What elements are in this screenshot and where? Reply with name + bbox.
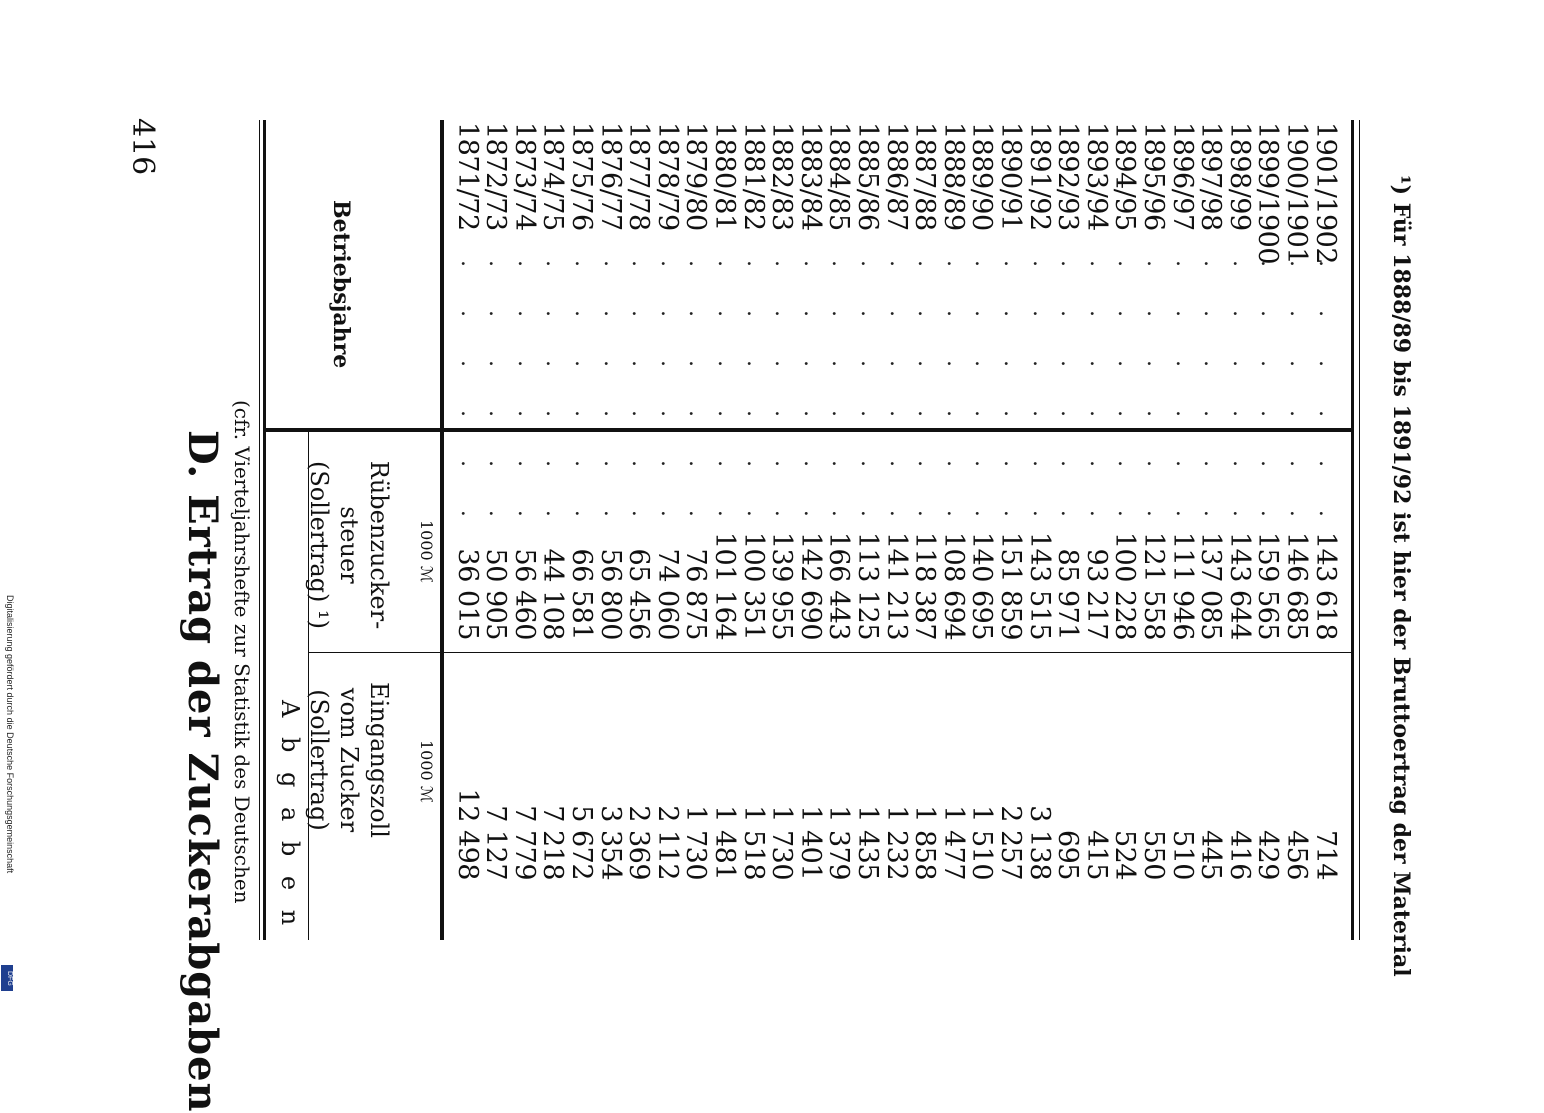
eingangszoll-cell: 456 <box>1281 829 1312 880</box>
eingangszoll-cell: 1 232 <box>880 805 912 880</box>
year-cell: 1874/75 <box>537 122 569 231</box>
year-cell: 1894/95 <box>1109 122 1141 231</box>
eingangszoll-cell: 445 <box>1195 829 1227 880</box>
leader-dots: . . . . . . <box>512 260 538 535</box>
ruebenzucker-cell: 85 971 <box>1052 548 1084 640</box>
leader-dots: . . . . . . <box>1084 260 1110 535</box>
ruebenzucker-cell: 159 565 <box>1252 531 1284 640</box>
eingangszoll-cell: 7 779 <box>508 805 540 880</box>
ruebenzucker-cell: 111 946 <box>1166 531 1198 640</box>
leader-dots: . . . . . . <box>1285 260 1310 535</box>
eingangszoll-cell: 1 481 <box>709 805 740 880</box>
eingangszoll-cell: 2 369 <box>623 805 655 880</box>
group-header-abgaben: A b g a b e n <box>276 700 304 932</box>
eingangszoll-cell: 714 <box>1309 829 1341 880</box>
year-cell: 1873/74 <box>508 122 540 231</box>
eingangszoll-cell: 5 672 <box>566 805 597 880</box>
dfg-logo: DFG <box>1 965 13 991</box>
year-cell: 1876/77 <box>594 122 626 231</box>
year-cell: 1901/1902 <box>1309 122 1341 265</box>
value-column-divider <box>309 652 1354 653</box>
year-cell: 1875/76 <box>566 122 597 231</box>
ruebenzucker-cell: 143 515 <box>1023 531 1055 640</box>
col-header-eingangszoll: Eingangszoll vom Zucker (Sollertrag) <box>305 682 393 838</box>
year-cell: 1900/1901 <box>1281 122 1312 265</box>
leader-dots: . . . . . . <box>770 260 796 535</box>
ruebenzucker-cell: 100 351 <box>737 531 769 640</box>
year-cell: 1877/78 <box>623 122 655 231</box>
ruebenzucker-cell: 108 694 <box>937 531 969 640</box>
leader-dots: . . . . . . <box>1113 260 1139 535</box>
leader-dots: . . . . . . <box>1056 260 1082 535</box>
ruebenzucker-cell: 44 108 <box>537 548 569 640</box>
eingangszoll-cell: 1 401 <box>794 805 826 880</box>
ruebenzucker-cell: 56 460 <box>508 548 540 640</box>
header-rule <box>440 120 444 940</box>
top-rule-thin <box>259 120 260 940</box>
ruebenzucker-cell: 146 685 <box>1281 531 1312 640</box>
col-header-years: Betriebsjahre <box>328 200 354 369</box>
ruebenzucker-cell: 121 558 <box>1138 531 1169 640</box>
ruebenzucker-cell: 137 085 <box>1195 531 1227 640</box>
eingangszoll-cell: 1 518 <box>737 805 769 880</box>
year-cell: 1896/97 <box>1166 122 1198 231</box>
leader-dots: . . . . . . <box>913 260 939 535</box>
leader-dots: . . . . . . <box>741 260 767 535</box>
leader-dots: . . . . . . <box>541 260 567 535</box>
year-cell: 1897/98 <box>1195 122 1227 231</box>
eingangszoll-cell: 7 218 <box>537 805 569 880</box>
ruebenzucker-cell: 141 213 <box>880 531 912 640</box>
ruebenzucker-cell: 56 800 <box>594 548 626 640</box>
year-cell: 1889/90 <box>966 122 998 231</box>
ruebenzucker-cell: 166 443 <box>823 531 855 640</box>
col-header-ruebenzucker: Rübenzucker- steuer (Sollertrag) ¹) <box>305 460 393 630</box>
ruebenzucker-cell: 118 387 <box>909 531 941 640</box>
leader-dots: . . . . . . <box>941 260 967 535</box>
leader-dots: . . . . . . <box>655 260 681 535</box>
leader-dots: . . . . . . <box>713 260 738 535</box>
year-cell: 1871/72 <box>451 122 483 231</box>
bottom-rule-thin <box>1359 120 1360 940</box>
side-credit-text: Digitalisierung gefördert durch die Deutsche Forschungsgemeinschaft <box>5 595 15 874</box>
unit-eingangszoll: 1000 ℳ <box>417 740 436 803</box>
eingangszoll-cell: 524 <box>1109 829 1141 880</box>
leader-dots: . . . . . . <box>856 260 881 535</box>
leader-dots: . . . . . . <box>1227 260 1253 535</box>
ruebenzucker-cell: 143 644 <box>1223 531 1255 640</box>
ruebenzucker-cell: 93 217 <box>1080 548 1112 640</box>
leader-dots: . . . . . . <box>1170 260 1196 535</box>
leader-dots: . . . . . . <box>1199 260 1225 535</box>
leader-dots: . . . . . . <box>570 260 595 535</box>
eingangszoll-cell: 416 <box>1223 829 1255 880</box>
year-cell: 1885/86 <box>852 122 883 231</box>
year-cell: 1881/82 <box>737 122 769 231</box>
leader-dots: . . . . . . <box>1142 260 1167 535</box>
year-cell: 1883/84 <box>794 122 826 231</box>
ruebenzucker-cell: 76 875 <box>680 548 712 640</box>
year-cell: 1882/83 <box>766 122 798 231</box>
eingangszoll-cell: 1 730 <box>680 805 712 880</box>
eingangszoll-cell: 1 477 <box>937 805 969 880</box>
table-subtitle: (cfr. Vierteljahrshefte zur Statistik des Deutschen <box>230 400 254 904</box>
leader-dots: . . . . . . <box>684 260 710 535</box>
eingangszoll-cell: 429 <box>1252 829 1284 880</box>
footnote: ¹) Für 1888/89 bis 1891/92 ist hier der Bruttoertrag der Material <box>1388 175 1414 977</box>
eingangszoll-cell: 415 <box>1080 829 1112 880</box>
ruebenzucker-cell: 36 015 <box>451 548 483 640</box>
leader-dots: . . . . . . <box>999 260 1024 535</box>
year-cell: 1890/91 <box>995 122 1026 231</box>
ruebenzucker-cell: 142 690 <box>794 531 826 640</box>
leader-dots: . . . . . . <box>970 260 996 535</box>
year-cell: 1895/96 <box>1138 122 1169 231</box>
ruebenzucker-cell: 151 859 <box>995 531 1026 640</box>
year-cell: 1892/93 <box>1052 122 1084 231</box>
leader-dots: . . . . . . <box>455 260 481 535</box>
eingangszoll-cell: 3 354 <box>594 805 626 880</box>
year-cell: 1899/1900 <box>1252 122 1284 265</box>
ruebenzucker-cell: 100 228 <box>1109 531 1141 640</box>
eingangszoll-cell: 695 <box>1052 829 1084 880</box>
leader-dots: . . . . . . <box>1313 260 1339 535</box>
eingangszoll-cell: 2 112 <box>651 805 683 880</box>
ruebenzucker-cell: 139 955 <box>766 531 798 640</box>
side-credit <box>0 595 15 1000</box>
leader-dots: . . . . . . <box>1256 260 1282 535</box>
ruebenzucker-cell: 65 456 <box>623 548 655 640</box>
eingangszoll-cell: 510 <box>1166 829 1198 880</box>
year-cell: 1886/87 <box>880 122 912 231</box>
eingangszoll-cell: 7 127 <box>480 805 512 880</box>
year-cell: 1893/94 <box>1080 122 1112 231</box>
eingangszoll-cell: 3 138 <box>1023 805 1055 880</box>
ruebenzucker-cell: 66 581 <box>566 548 597 640</box>
ruebenzucker-cell: 101 164 <box>709 531 740 640</box>
year-cell: 1898/99 <box>1223 122 1255 231</box>
leader-dots: . . . . . . <box>484 260 510 535</box>
table-title: D. Ertrag der Zuckerabgaben <box>179 430 226 1113</box>
leader-dots: . . . . . . <box>598 260 624 535</box>
year-cell: 1872/73 <box>480 122 512 231</box>
year-cell: 1887/88 <box>909 122 941 231</box>
ruebenzucker-cell: 143 618 <box>1309 531 1341 640</box>
unit-ruebenzucker: 1000 ℳ <box>417 520 436 583</box>
ruebenzucker-cell: 140 695 <box>966 531 998 640</box>
year-cell: 1879/80 <box>680 122 712 231</box>
year-cell: 1878/79 <box>651 122 683 231</box>
page-number: 416 <box>125 118 160 176</box>
ruebenzucker-cell: 74 060 <box>651 548 683 640</box>
eingangszoll-cell: 1 858 <box>909 805 941 880</box>
leader-dots: . . . . . . <box>627 260 653 535</box>
eingangszoll-cell: 2 257 <box>995 805 1026 880</box>
year-cell: 1884/85 <box>823 122 855 231</box>
year-cell: 1891/92 <box>1023 122 1055 231</box>
leader-dots: . . . . . . <box>827 260 853 535</box>
eingangszoll-cell: 1 435 <box>852 805 883 880</box>
year-cell: 1888/89 <box>937 122 969 231</box>
bottom-rule <box>1351 120 1354 940</box>
eingangszoll-cell: 1 510 <box>966 805 998 880</box>
eingangszoll-cell: 1 379 <box>823 805 855 880</box>
ruebenzucker-cell: 113 125 <box>852 531 883 640</box>
eingangszoll-cell: 550 <box>1138 829 1169 880</box>
leader-dots: . . . . . . <box>884 260 910 535</box>
year-cell: 1880/81 <box>709 122 740 231</box>
eingangszoll-cell: 12 498 <box>451 788 483 880</box>
leader-dots: . . . . . . <box>798 260 824 535</box>
top-rule <box>263 120 266 940</box>
ruebenzucker-cell: 50 905 <box>480 548 512 640</box>
eingangszoll-cell: 1 730 <box>766 805 798 880</box>
leader-dots: . . . . . . <box>1027 260 1053 535</box>
